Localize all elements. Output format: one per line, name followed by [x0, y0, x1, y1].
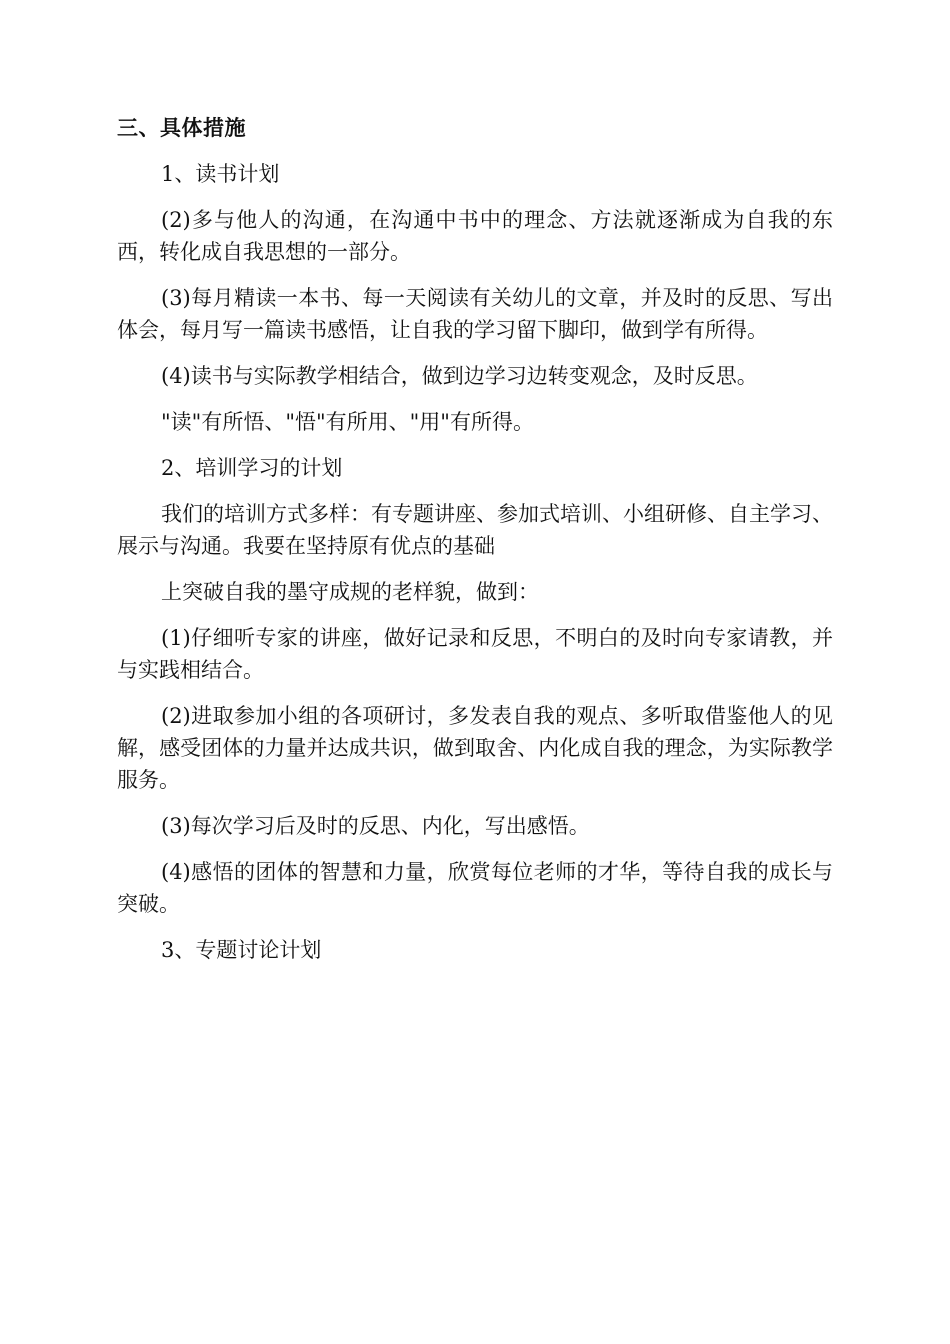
paragraph-item: (4)读书与实际教学相结合，做到边学习边转变观念，及时反思。: [161, 364, 758, 388]
paragraph-item: "读"有所悟、"悟"有所用、"用"有所得。: [161, 410, 534, 434]
paragraph-item: 上突破自我的墨守成规的老样貌，做到：: [161, 580, 539, 604]
document-page: [117, 112, 833, 980]
paragraph-item: 我们的培训方式多样：有专题讲座、参加式培训、小组研修、自主学习、展示与沟通。我要在坚持原有优点的基础: [117, 502, 833, 558]
paragraph-item: (2)多与他人的沟通，在沟通中书中的理念、方法就逐渐成为自我的东西，转化成自我思想的一部分。: [117, 208, 833, 264]
paragraph-item: (3)每月精读一本书、每一天阅读有关幼儿的文章，并及时的反思、写出体会，每月写一篇读书感悟，让自我的学习留下脚印，做到学有所得。: [117, 286, 833, 342]
subheading-training-plan: 2、培训学习的计划: [161, 456, 343, 480]
section-heading: 三、具体措施: [117, 116, 246, 140]
paragraph-item: (3)每次学习后及时的反思、内化，写出感悟。: [161, 814, 590, 838]
paragraph-item: (1)仔细听专家的讲座，做好记录和反思，不明白的及时向专家请教，并与实践相结合。: [117, 626, 833, 682]
paragraph-item: (4)感悟的团体的智慧和力量，欣赏每位老师的才华，等待自我的成长与突破。: [117, 860, 833, 916]
subheading-discussion-plan: 3、专题讨论计划: [161, 938, 322, 962]
paragraph-item: (2)进取参加小组的各项研讨，多发表自我的观点、多听取借鉴他人的见解，感受团体的力量并达成共识，做到取舍、内化成自我的理念，为实际教学服务。: [117, 704, 833, 792]
subheading-reading-plan: 1、读书计划: [161, 162, 280, 186]
